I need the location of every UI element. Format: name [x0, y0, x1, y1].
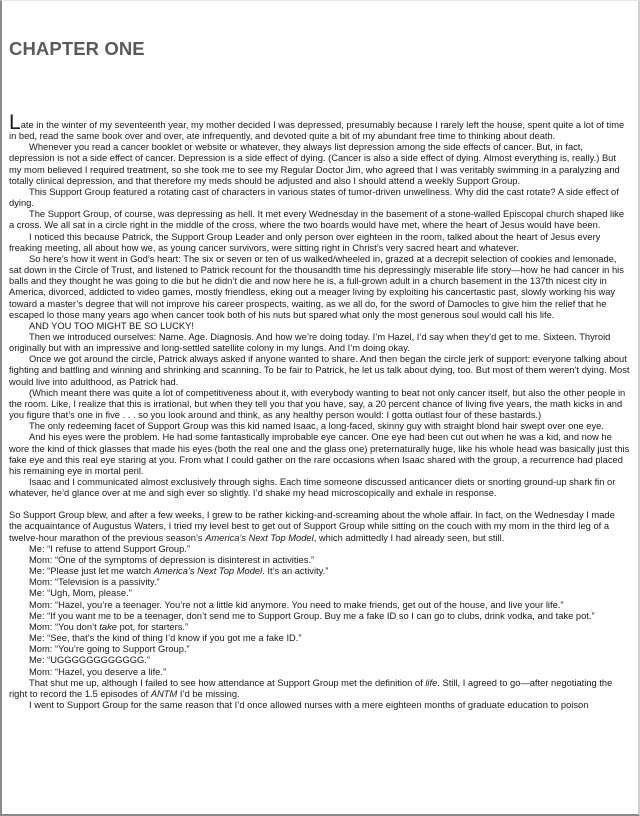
paragraph-text: AND YOU TOO MIGHT BE SO LUCKY! — [29, 320, 194, 331]
paragraph — [9, 388, 630, 421]
paragraph-text: Once we got around the circle, Patrick always asked if anyone wanted to share. And then began the circle jerk of support: everyone talking about fighting and battling and winning and shrinking and scanning. To be fair to Patrick, he let us talk about dying, too. But most of them weren’t dying. Most would live into adulthood, as Patrick had. — [9, 354, 630, 387]
chapter-body — [9, 111, 630, 711]
paragraph — [9, 254, 630, 321]
paragraph-text: So Support Group blew, and after a few weeks, I grew to be rather kicking-and-screaming about the whole affair. In fact, on the Wednesday I made the acquaintance of Augustus Waters, I tried my level best to get out of Support Group while sitting on the couch with my mom in the third leg of a twelve-hour marathon of the previous season’s — [9, 510, 615, 543]
paragraph-text: That shut me up, although I failed to see how attendance at Support Group met the definition of — [29, 677, 426, 688]
paragraph-text: Whenever you read a cancer booklet or website or whatever, they always list depression among the side effects of cancer. But, in fact, depression is not a side effect of cancer. Depression is a side effect of dying. (Cancer is also a side effect of dying. Almost everything is, really.) But my mom believed I required treatment, so she took me to see my Regular Doctor Jim, who agreed that I was veritably swimming in a paralyzing and totally clinical depression, and that therefore my meds should be adjusted and also I should attend a weekly Support Group. — [9, 142, 620, 186]
chapter-title: CHAPTER ONE — [9, 38, 145, 59]
paragraph — [9, 577, 630, 588]
paragraph — [9, 667, 630, 678]
paragraph-text: Me: “Ugh, Mom, please.” — [29, 588, 132, 599]
paragraph-text: So here’s how it went in God’s heart: The six or seven or ten of us walked/wheeled in, grazed at a decrepit selection of cookies and lemonade, sat down in the Circle of Trust, and listened to Patrick recount for the thousandth time his depressingly miserable life story—how he had cancer in his balls and they thought he was going to die but he didn’t die and now here he is, a full-grown adult in a church basement in the 137th nicest city in America, divorced, addicted to video games, mostly friendless, eking out a meager living by exploiting his cancertastic past, slowly working his way toward a master’s degree that will not improve his career prospects, waiting, as we all do, for the sword of Damocles to give him the relief that he escaped lo those many years ago when cancer took both of his nuts but spared what only the most generous soul would call his life. — [9, 253, 624, 320]
paragraph — [9, 142, 630, 187]
paragraph — [9, 644, 630, 655]
paragraph-text: I noticed this because Patrick, the Support Group Leader and only person over eighteen in the room, talked about the heart of Jesus every freaking meeting, all about how we, as young cancer survivors, were sitting right in Christ’s very sacred heart and whatever. — [9, 231, 601, 253]
paragraph — [9, 633, 630, 644]
emphasis-text: America’s Next Top Model — [153, 566, 263, 577]
paragraph — [9, 321, 630, 332]
paragraph-text: Me: “Please just let me watch — [29, 566, 154, 577]
paragraph — [9, 232, 630, 254]
paragraph-text: Then we introduced ourselves: Name. Age. Diagnosis. And how we’re doing today. I’m Hazel, I’d say when they’d get to me. Sixteen. Thyroid originally but with an impressive and long-settled satellite colony in my lungs. And I’m doing okay. — [9, 331, 611, 354]
paragraph — [9, 510, 630, 543]
paragraph — [9, 354, 630, 387]
paragraph — [9, 111, 630, 142]
paragraph — [9, 477, 630, 499]
paragraph-text: Mom: “Hazel, you’re a teenager. You’re not a little kid anymore. You need to make friends, get out of the house, and live your life.” — [29, 599, 564, 610]
paragraph — [9, 432, 630, 477]
emphasis-text: America’s Next Top Model — [205, 532, 314, 543]
paragraph — [9, 566, 630, 577]
paragraph — [9, 332, 630, 354]
paragraph — [9, 655, 630, 666]
paragraph-text: I’d be missing. — [177, 688, 240, 699]
paragraph-text: Mom: “One of the symptoms of depression is disinterest in activities.” — [29, 554, 315, 565]
paragraph — [9, 678, 630, 700]
emphasis-text: ANTM — [150, 688, 178, 699]
paragraph — [9, 555, 630, 566]
paragraph-text: (Which meant there was quite a lot of competitiveness about it, with everybody wanting to beat not only cancer itself, but also the other people in the room. Like, I realize that this is irrational, but when they tell you that you have, say, a 20 percent chance of living five years, the math kicks in and you figure that’s one in five . . . so you look around and think, as any healthy person would: I gotta outlast four of these bastards.) — [9, 387, 626, 421]
paragraph-text: ate in the winter of my seventeenth year, my mother decided I was depressed, presumably because I rarely left the house, spent quite a lot of time in bed, read the same book over and over, ate infrequently, and devoted quite a bit of my abundant free time to thinking about death. — [9, 120, 625, 142]
paragraph-text: The only redeeming facet of Support Group was this kid named Isaac, a long-faced, skinny guy with straight blond hair swept over one eye. — [29, 421, 604, 432]
paragraph-text: . Still, I agreed to go—after negotiating the right to record the 1.5 episodes of — [9, 677, 613, 699]
emphasis-text: take — [99, 621, 117, 632]
paragraph — [9, 421, 630, 432]
paragraph — [9, 544, 630, 555]
paragraph-text: , which admittedly I had already seen, but still. — [313, 532, 505, 543]
paragraph-text: Me: “See, that’s the kind of thing I’d know if you got me a fake ID.” — [29, 633, 302, 644]
paragraph — [9, 611, 630, 622]
paragraph-text: pot, for starters.” — [116, 621, 189, 632]
paragraph-text: I went to Support Group for the same reason that I’d once allowed nurses with a mere eighteen months of graduate education to poison — [29, 699, 589, 710]
paragraph — [9, 588, 630, 599]
paragraph-text: . It’s an activity.” — [262, 566, 329, 577]
drop-cap: L — [9, 111, 21, 134]
paragraph-text: This Support Group featured a rotating cast of characters in various states of tumor-driven unwellness. Why did the cast rotate? A side effect of dying. — [9, 186, 619, 209]
paragraph — [9, 622, 630, 633]
paragraph-text: Me: “I refuse to attend Support Group.” — [29, 543, 191, 554]
paragraph-text: Isaac and I communicated almost exclusively through sighs. Each time someone discussed anticancer diets or snorting ground-up shark fin or whatever, he’d glance over at me and sigh ever so slightly. I’d shake my head microscopically and exhale in response. — [9, 477, 616, 499]
paragraph-text: Mom: “Hazel, you deserve a life.” — [29, 666, 167, 677]
paragraph-text: Me: “If you want me to be a teenager, don’t send me to Support Group. Buy me a fake ID so I can go to clubs, drink vodka, and take pot.” — [29, 610, 595, 621]
document-page — [9, 0, 631, 816]
paragraph-text: Me: “UGGGGGGGGGGGG.” — [29, 655, 150, 666]
paragraph — [9, 700, 630, 711]
paragraph-text: Mom: “You don’t — [29, 621, 100, 632]
paragraph — [9, 209, 630, 231]
paragraph-text: Mom: “Television is a passivity.” — [29, 577, 160, 588]
paragraph-text: Mom: “You’re going to Support Group.” — [29, 644, 190, 655]
paragraph-text: And his eyes were the problem. He had some fantastically improbable eye cancer. One eye had been cut out when he was a kid, and now he wore the kind of thick glasses that made his eyes (both the real one and the glass one) preternaturally huge, like his whole head was basically just this fake eye and this real eye staring at you. From what I could gather on the rare occasions when Isaac shared with the group, a recurrence had placed his remaining eye in mortal peril. — [9, 432, 630, 476]
paragraph-text: The Support Group, of course, was depressing as hell. It met every Wednesday in the basement of a stone-walled Episcopal church shaped like a cross. We all sat in a circle right in the middle of the cross, where the two boards would have met, where the heart of Jesus would have been. — [9, 209, 625, 231]
paragraph — [9, 187, 630, 209]
emphasis-text: life — [425, 677, 438, 688]
paragraph — [9, 600, 630, 611]
